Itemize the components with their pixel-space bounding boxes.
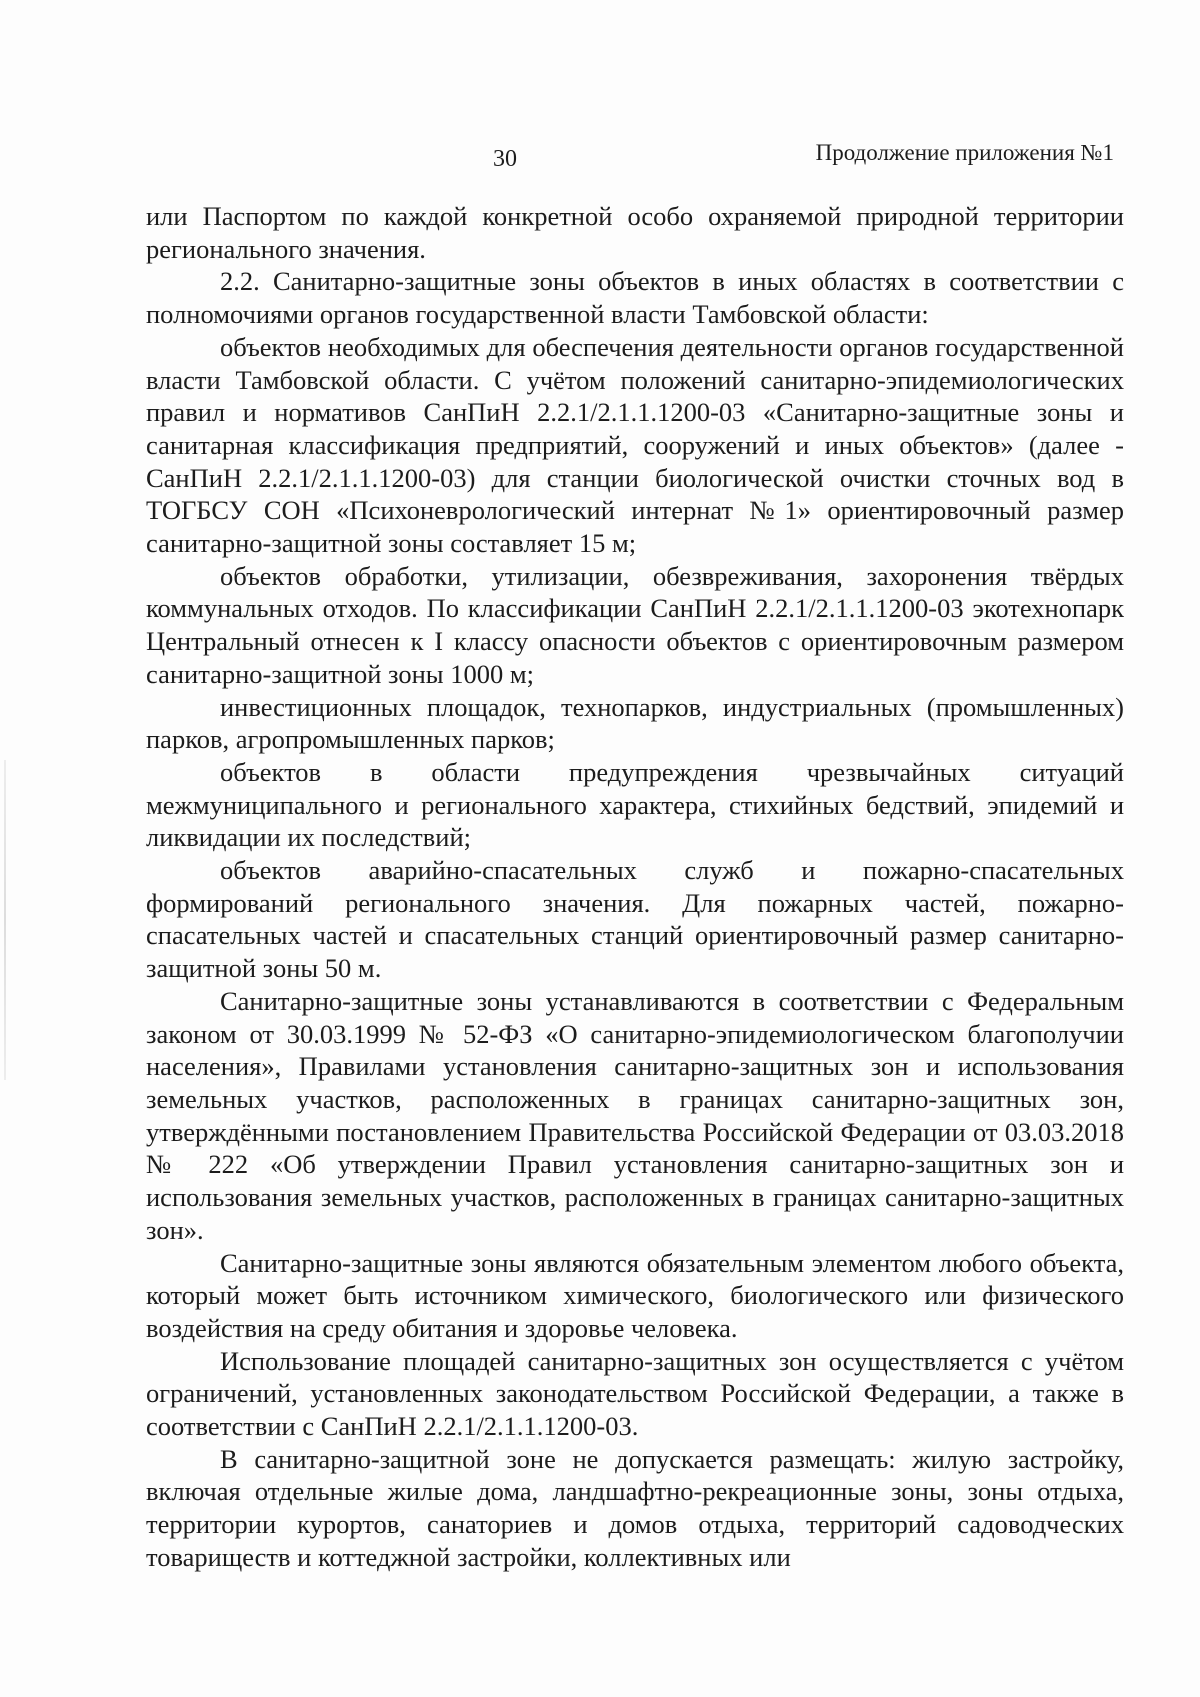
paragraph-waste-objects: объектов обработки, утилизации, обезвреживания, захоронения твёрдых коммунальных отходов. По классификации СанПиН 2.2.1/2.1.1.1200-03 экотехнопарк Центральный отнесен к I классу опасности объектов с ориентировочным размером санитарно-защитной зоны 1000 м; xyxy=(146,560,1124,689)
paragraph-section-2-2: 2.2. Санитарно-защитные зоны объектов в иных областях в соответствии с полномочиями органов государственной власти Тамбовской области: xyxy=(146,266,1124,330)
paragraph-government-objects: объектов необходимых для обеспечения деятельности органов государственной власти Тамбовской области. С учётом положений санитарно-эпидемиологических правил и нормативов СанПиН 2.2.1/2.1.1.1200-03 «Санитарно-защитные зоны и санитарная классификация предприятий, сооружений и иных объектов» (далее - СанПиН 2.2.1/2.1.1.1200-03) для станции биологической очистки сточных вод в ТОГБСУ СОН «Психоневрологический интернат №1» ориентировочный размер санитарно-защитной зоны составляет 15 м; xyxy=(146,331,1124,559)
paragraph-usage-restrictions: Использование площадей санитарно-защитных зон осуществляется с учётом ограничений, установленных законодательством Российской Федерации, а также в соответствии с СанПиН 2.2.1/2.1.1.1200-03. xyxy=(146,1345,1124,1442)
body-text xyxy=(146,200,1124,1574)
paragraph-mandatory-element: Санитарно-защитные зоны являются обязательным элементом любого объекта, который может быть источником химического, биологического или физического воздействия на среду обитания и здоровье человека. xyxy=(146,1247,1124,1343)
paragraph-legal-basis: Санитарно-защитные зоны устанавливаются в соответствии с Федеральным законом от 30.03.1999 № 52-ФЗ «О санитарно-эпидемиологическом благополучии населения», Правилами установления санитарно-защитных зон и использования земельных участков, расположенных в границах санитарно-защитных зон, утверждёнными постановлением Правительства Российской Федерации от 03.03.2018 № 222 «Об утверждении Правил установления санитарно-защитных зон и использования земельных участков, расположенных в границах санитарно-защитных зон». xyxy=(146,985,1124,1245)
paragraph-emergency-prevention: объектов в области предупреждения чрезвычайных ситуаций межмуниципального и регионального характера, стихийных бедствий, эпидемий и ликвидации их последствий; xyxy=(146,756,1124,853)
running-header: Продолжение приложения №1 xyxy=(815,140,1114,165)
paragraph-continuation: или Паспортом по каждой конкретной особо охраняемой природной территории регионального значения. xyxy=(146,201,1124,264)
paragraph-prohibited-placement: В санитарно-защитной зоне не допускается размещать: жилую застройку, включая отдельные жилые дома, ландшафтно-рекреационные зоны, зоны отдыха, территории курортов, санаториев и домов отдыха, территорий садоводческих товариществ и коттеджной застройки, коллективных или xyxy=(146,1443,1124,1572)
paragraph-investment-sites: инвестиционных площадок, технопарков, индустриальных (промышленных) парков, агропромышленных парков; xyxy=(146,691,1124,755)
page-number: 30 xyxy=(493,146,517,172)
paragraph-rescue-services: объектов аварийно-спасательных служб и пожарно-спасательных формирований регионального значения. Для пожарных частей, пожарно-спасательных частей и спасательных станций ориентировочный размер санитарно-защитной зоны 50 м. xyxy=(146,855,1124,984)
scan-edge-mark xyxy=(4,760,6,1080)
